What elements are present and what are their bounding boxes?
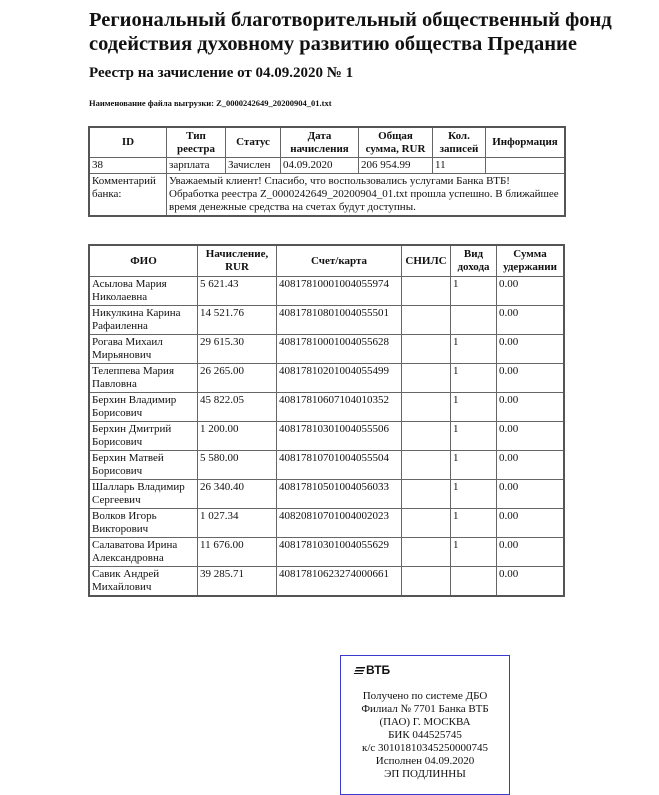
table-row bbox=[89, 364, 564, 393]
cell-income-type: 1 bbox=[451, 538, 497, 567]
cell-amount: 26 265.00 bbox=[198, 364, 277, 393]
cell-amount: 5 621.43 bbox=[198, 277, 277, 306]
table-row bbox=[89, 422, 564, 451]
stamp-line: Исполнен 04.09.2020 bbox=[375, 755, 475, 767]
header-fio: ФИО bbox=[89, 245, 198, 277]
header-info: Информация bbox=[486, 127, 566, 158]
table-row bbox=[89, 306, 564, 335]
cell-account: 40817810201004055499 bbox=[277, 364, 402, 393]
cell-income-type bbox=[451, 567, 497, 597]
cell-account: 40817810607104010352 bbox=[277, 393, 402, 422]
table-row bbox=[89, 509, 564, 538]
table-header-row bbox=[89, 127, 565, 158]
bank-comment: Уважаемый клиент! Спасибо, что воспользовались услугами Банка ВТБ! Обработка реестра Z_0000242649_20200904_01.txt прошла успешно. В ближайшее время денежные средства на счетах будут доступны. bbox=[167, 174, 566, 217]
cell-withholding: 0.00 bbox=[497, 480, 565, 509]
header-snils: СНИЛС bbox=[402, 245, 451, 277]
registry-summary-table bbox=[88, 126, 566, 217]
cell-amount: 45 822.05 bbox=[198, 393, 277, 422]
cell-snils bbox=[402, 364, 451, 393]
bank-stamp bbox=[340, 655, 510, 795]
table-header-row bbox=[89, 245, 564, 277]
cell-snils bbox=[402, 538, 451, 567]
stamp-line: ЭП ПОДЛИННЫ bbox=[384, 768, 466, 780]
header-withholding: Сумма удержании bbox=[497, 245, 565, 277]
registry-subtitle: Реестр на зачисление от 04.09.2020 № 1 bbox=[89, 65, 354, 81]
cell-withholding: 0.00 bbox=[497, 335, 565, 364]
cell-account: 40817810001004055628 bbox=[277, 335, 402, 364]
cell-account: 40817810301004055506 bbox=[277, 422, 402, 451]
cell-fio: Асылова Мария Николаевна bbox=[89, 277, 198, 306]
cell-income-type: 1 bbox=[451, 277, 497, 306]
table-row bbox=[89, 451, 564, 480]
table-row bbox=[89, 277, 564, 306]
vtb-logo-text: ВТБ bbox=[366, 663, 391, 677]
header-total: Общая сумма, RUR bbox=[359, 127, 433, 158]
cell-amount: 29 615.30 bbox=[198, 335, 277, 364]
stamp-line: Филиал № 7701 Банка ВТБ bbox=[361, 703, 489, 715]
table-row bbox=[89, 538, 564, 567]
cell-income-type: 1 bbox=[451, 509, 497, 538]
stamp-line: (ПАО) Г. МОСКВА bbox=[379, 716, 471, 728]
vtb-logo bbox=[355, 664, 390, 677]
registry-total: 206 954.99 bbox=[359, 158, 433, 174]
cell-income-type: 1 bbox=[451, 422, 497, 451]
cell-snils bbox=[402, 306, 451, 335]
cell-snils bbox=[402, 335, 451, 364]
registry-info bbox=[486, 158, 566, 174]
table-row bbox=[89, 480, 564, 509]
registry-date: 04.09.2020 bbox=[281, 158, 359, 174]
header-type: Тип реестра bbox=[167, 127, 226, 158]
cell-account: 40817810301004055629 bbox=[277, 538, 402, 567]
cell-amount: 26 340.40 bbox=[198, 480, 277, 509]
cell-income-type: 1 bbox=[451, 335, 497, 364]
cell-fio: Савик Андрей Михайлович bbox=[89, 567, 198, 597]
export-file-name: Наименование файла выгрузки: Z_0000242649_20200904_01.txt bbox=[89, 98, 332, 108]
cell-account: 40817810623274000661 bbox=[277, 567, 402, 597]
registry-type: зарплата bbox=[167, 158, 226, 174]
table-row bbox=[89, 393, 564, 422]
registry-id: 38 bbox=[89, 158, 167, 174]
cell-account: 40817810001004055974 bbox=[277, 277, 402, 306]
cell-income-type: 1 bbox=[451, 451, 497, 480]
cell-withholding: 0.00 bbox=[497, 538, 565, 567]
cell-withholding: 0.00 bbox=[497, 393, 565, 422]
cell-amount: 5 580.00 bbox=[198, 451, 277, 480]
table-row bbox=[89, 158, 565, 174]
cell-snils bbox=[402, 277, 451, 306]
header-amount: Начисление, RUR bbox=[198, 245, 277, 277]
cell-account: 40817810801004055501 bbox=[277, 306, 402, 335]
cell-fio: Салаватова Ирина Александровна bbox=[89, 538, 198, 567]
header-count: Кол. записей bbox=[433, 127, 486, 158]
table-row bbox=[89, 567, 564, 597]
table-row bbox=[89, 335, 564, 364]
stamp-line: к/с 30101810345250000745 bbox=[361, 742, 489, 754]
stamp-line: БИК 044525745 bbox=[388, 729, 462, 741]
cell-fio: Берхин Матвей Борисович bbox=[89, 451, 198, 480]
header-date: Дата начисления bbox=[281, 127, 359, 158]
cell-fio: Волков Игорь Викторович bbox=[89, 509, 198, 538]
cell-snils bbox=[402, 509, 451, 538]
cell-fio: Берхин Дмитрий Борисович bbox=[89, 422, 198, 451]
cell-fio: Берхин Владимир Борисович bbox=[89, 393, 198, 422]
cell-amount: 11 676.00 bbox=[198, 538, 277, 567]
header-status: Статус bbox=[226, 127, 281, 158]
payments-table bbox=[88, 244, 565, 597]
header-id: ID bbox=[89, 127, 167, 158]
cell-account: 40817810701004055504 bbox=[277, 451, 402, 480]
cell-withholding: 0.00 bbox=[497, 306, 565, 335]
stamp-line: Получено по системе ДБО bbox=[362, 690, 488, 702]
header-income-type: Вид дохода bbox=[451, 245, 497, 277]
cell-snils bbox=[402, 393, 451, 422]
cell-account: 40817810501004056033 bbox=[277, 480, 402, 509]
cell-income-type: 1 bbox=[451, 364, 497, 393]
comment-row bbox=[89, 174, 565, 217]
cell-income-type: 1 bbox=[451, 393, 497, 422]
vtb-logo-icon bbox=[354, 667, 366, 674]
comment-label: Комментарий банка: bbox=[89, 174, 167, 217]
cell-amount: 14 521.76 bbox=[198, 306, 277, 335]
cell-withholding: 0.00 bbox=[497, 451, 565, 480]
cell-withholding: 0.00 bbox=[497, 422, 565, 451]
cell-fio: Рогава Михаил Мирьянович bbox=[89, 335, 198, 364]
cell-amount: 1 200.00 bbox=[198, 422, 277, 451]
cell-snils bbox=[402, 567, 451, 597]
cell-account: 40820810701004002023 bbox=[277, 509, 402, 538]
cell-withholding: 0.00 bbox=[497, 364, 565, 393]
document-title: Региональный благотворительный общественный фонд содействия духовному развитию общества Предание bbox=[89, 9, 612, 55]
cell-amount: 1 027.34 bbox=[198, 509, 277, 538]
cell-income-type: 1 bbox=[451, 480, 497, 509]
cell-withholding: 0.00 bbox=[497, 277, 565, 306]
cell-withholding: 0.00 bbox=[497, 509, 565, 538]
header-account: Счет/карта bbox=[277, 245, 402, 277]
cell-snils bbox=[402, 480, 451, 509]
cell-income-type bbox=[451, 306, 497, 335]
cell-withholding: 0.00 bbox=[497, 567, 565, 597]
cell-amount: 39 285.71 bbox=[198, 567, 277, 597]
cell-fio: Телеппева Мария Павловна bbox=[89, 364, 198, 393]
registry-status: Зачислен bbox=[226, 158, 281, 174]
cell-snils bbox=[402, 422, 451, 451]
registry-count: 11 bbox=[433, 158, 486, 174]
cell-fio: Шалларь Владимир Сергеевич bbox=[89, 480, 198, 509]
cell-fio: Никулкина Карина Рафаиленна bbox=[89, 306, 198, 335]
cell-snils bbox=[402, 451, 451, 480]
